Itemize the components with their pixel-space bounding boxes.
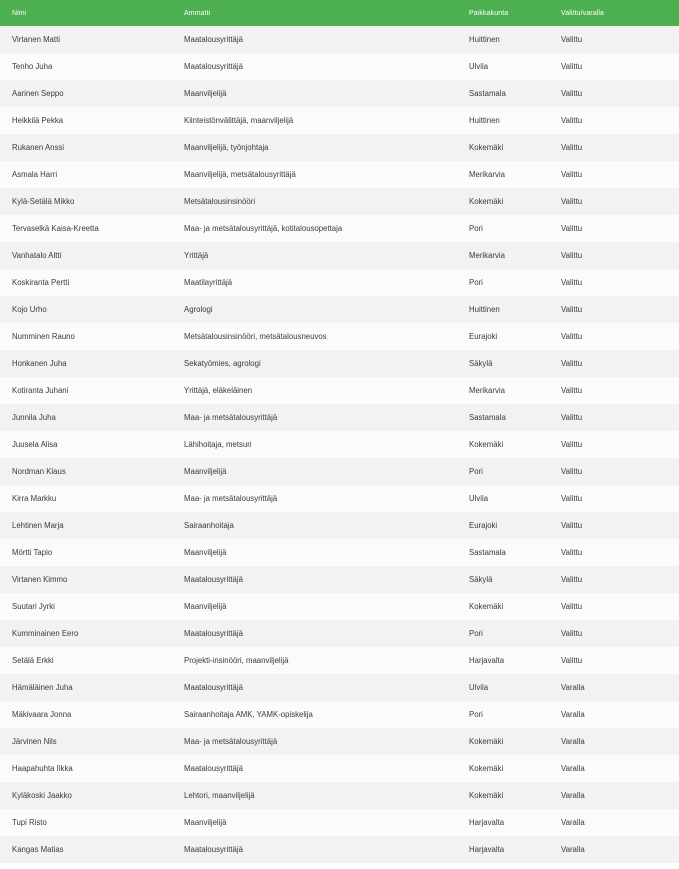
- table-row: [0, 188, 679, 215]
- cell-name: Haapahuhta Ilkka: [0, 755, 172, 782]
- cell-profession: Maanviljelijä: [172, 458, 457, 485]
- cell-municipality: Huittinen: [457, 26, 549, 53]
- cell-name: Aarinen Seppo: [0, 80, 172, 107]
- cell-municipality: Pori: [457, 269, 549, 296]
- cell-municipality: Kokemäki: [457, 782, 549, 809]
- cell-status: Varalla: [549, 836, 679, 863]
- table-row: [0, 404, 679, 431]
- cell-profession: Lähihoitaja, metsuri: [172, 431, 457, 458]
- cell-status: Valittu: [549, 512, 679, 539]
- cell-municipality: Säkylä: [457, 350, 549, 377]
- cell-status: Valittu: [549, 242, 679, 269]
- cell-profession: Yrittäjä: [172, 242, 457, 269]
- cell-name: Tervaselkä Kaisa-Kreetta: [0, 215, 172, 242]
- cell-profession: Kiinteistönvälittäjä, maanviljelijä: [172, 107, 457, 134]
- cell-profession: Maa- ja metsätalousyrittäjä, kotitalousopettaja: [172, 215, 457, 242]
- column-header-municipality[interactable]: Paikkakunta: [457, 0, 549, 26]
- cell-name: Hämäläinen Juha: [0, 674, 172, 701]
- cell-profession: Metsätalousinsinööri, metsätalousneuvos: [172, 323, 457, 350]
- table-row: [0, 728, 679, 755]
- cell-name: Suutari Jyrki: [0, 593, 172, 620]
- cell-municipality: Merikarvia: [457, 242, 549, 269]
- table-row: [0, 566, 679, 593]
- cell-municipality: Kokemäki: [457, 188, 549, 215]
- table-row: [0, 701, 679, 728]
- cell-status: Valittu: [549, 80, 679, 107]
- table-row: [0, 161, 679, 188]
- table-row: [0, 377, 679, 404]
- cell-status: Valittu: [549, 593, 679, 620]
- cell-municipality: Ulvila: [457, 674, 549, 701]
- cell-name: Nordman Klaus: [0, 458, 172, 485]
- cell-status: Valittu: [549, 539, 679, 566]
- table-row: [0, 593, 679, 620]
- cell-municipality: Pori: [457, 215, 549, 242]
- cell-municipality: Sastamala: [457, 539, 549, 566]
- cell-status: Varalla: [549, 674, 679, 701]
- cell-municipality: Huittinen: [457, 296, 549, 323]
- cell-municipality: Harjavalta: [457, 647, 549, 674]
- cell-municipality: Säkylä: [457, 566, 549, 593]
- cell-profession: Maatalousyrittäjä: [172, 755, 457, 782]
- cell-name: Junnila Juha: [0, 404, 172, 431]
- cell-status: Valittu: [549, 620, 679, 647]
- cell-name: Kirra Markku: [0, 485, 172, 512]
- table-row: [0, 809, 679, 836]
- cell-name: Lehtinen Marja: [0, 512, 172, 539]
- table-row: [0, 674, 679, 701]
- cell-profession: Maatalousyrittäjä: [172, 674, 457, 701]
- cell-status: Valittu: [549, 485, 679, 512]
- cell-name: Mörtti Tapio: [0, 539, 172, 566]
- cell-status: Valittu: [549, 566, 679, 593]
- table-row: [0, 512, 679, 539]
- table-row: [0, 620, 679, 647]
- cell-municipality: Merikarvia: [457, 161, 549, 188]
- cell-status: Valittu: [549, 404, 679, 431]
- table-row: [0, 782, 679, 809]
- cell-status: Varalla: [549, 809, 679, 836]
- cell-name: Virtanen Matti: [0, 26, 172, 53]
- table-row: [0, 458, 679, 485]
- cell-profession: Maanviljelijä: [172, 593, 457, 620]
- table-row: [0, 350, 679, 377]
- cell-municipality: Kokemäki: [457, 134, 549, 161]
- column-header-profession[interactable]: Ammatti: [172, 0, 457, 26]
- cell-municipality: Pori: [457, 458, 549, 485]
- cell-name: Setälä Erkki: [0, 647, 172, 674]
- table-row: [0, 242, 679, 269]
- cell-profession: Maa- ja metsätalousyrittäjä: [172, 728, 457, 755]
- cell-status: Valittu: [549, 296, 679, 323]
- table-row: [0, 269, 679, 296]
- cell-profession: Maatalousyrittäjä: [172, 836, 457, 863]
- table-row: [0, 323, 679, 350]
- cell-name: Asmala Harri: [0, 161, 172, 188]
- cell-name: Vanhatalo Altti: [0, 242, 172, 269]
- cell-name: Numminen Rauno: [0, 323, 172, 350]
- table-header: [0, 0, 679, 26]
- cell-profession: Maatalousyrittäjä: [172, 53, 457, 80]
- cell-profession: Maanviljelijä: [172, 539, 457, 566]
- table-row: [0, 431, 679, 458]
- cell-profession: Maatalousyrittäjä: [172, 26, 457, 53]
- table-row: [0, 53, 679, 80]
- cell-status: Valittu: [549, 350, 679, 377]
- table-row: [0, 80, 679, 107]
- cell-municipality: Harjavalta: [457, 836, 549, 863]
- cell-profession: Agrologi: [172, 296, 457, 323]
- cell-profession: Maatalousyrittäjä: [172, 620, 457, 647]
- cell-status: Valittu: [549, 269, 679, 296]
- cell-name: Tupi Risto: [0, 809, 172, 836]
- table-row: [0, 836, 679, 863]
- cell-status: Valittu: [549, 458, 679, 485]
- column-header-status[interactable]: Valittu/varalla: [549, 0, 679, 26]
- cell-name: Juusela Alisa: [0, 431, 172, 458]
- table-row: [0, 107, 679, 134]
- cell-municipality: Eurajoki: [457, 323, 549, 350]
- cell-name: Rukanen Anssi: [0, 134, 172, 161]
- cell-name: Heikkilä Pekka: [0, 107, 172, 134]
- cell-profession: Sekatyömies, agrologi: [172, 350, 457, 377]
- cell-municipality: Huittinen: [457, 107, 549, 134]
- cell-name: Kylä-Setälä Mikko: [0, 188, 172, 215]
- cell-profession: Yrittäjä, eläkeläinen: [172, 377, 457, 404]
- cell-profession: Maa- ja metsätalousyrittäjä: [172, 485, 457, 512]
- cell-name: Tenho Juha: [0, 53, 172, 80]
- cell-profession: Maanviljelijä: [172, 809, 457, 836]
- cell-profession: Maatilayrittäjä: [172, 269, 457, 296]
- cell-profession: Lehtori, maanviljelijä: [172, 782, 457, 809]
- cell-name: Honkanen Juha: [0, 350, 172, 377]
- cell-status: Varalla: [549, 755, 679, 782]
- cell-status: Varalla: [549, 782, 679, 809]
- table-row: [0, 647, 679, 674]
- cell-profession: Maanviljelijä, metsätalousyrittäjä: [172, 161, 457, 188]
- cell-profession: Metsätalousinsinööri: [172, 188, 457, 215]
- cell-municipality: Kokemäki: [457, 593, 549, 620]
- cell-municipality: Merikarvia: [457, 377, 549, 404]
- cell-status: Valittu: [549, 215, 679, 242]
- cell-name: Kojo Urho: [0, 296, 172, 323]
- cell-name: Kumminainen Eero: [0, 620, 172, 647]
- cell-profession: Maa- ja metsätalousyrittäjä: [172, 404, 457, 431]
- table-row: [0, 539, 679, 566]
- cell-status: Valittu: [549, 647, 679, 674]
- cell-status: Valittu: [549, 161, 679, 188]
- cell-municipality: Pori: [457, 701, 549, 728]
- table-header-row: [0, 0, 679, 26]
- cell-profession: Sairaanhoitaja: [172, 512, 457, 539]
- cell-municipality: Eurajoki: [457, 512, 549, 539]
- cell-profession: Maatalousyrittäjä: [172, 566, 457, 593]
- table-row: [0, 26, 679, 53]
- cell-municipality: Kokemäki: [457, 755, 549, 782]
- cell-municipality: Ulvila: [457, 53, 549, 80]
- table-row: [0, 485, 679, 512]
- cell-status: Varalla: [549, 728, 679, 755]
- table-row: [0, 134, 679, 161]
- cell-status: Varalla: [549, 701, 679, 728]
- cell-profession: Maanviljelijä: [172, 80, 457, 107]
- cell-municipality: Pori: [457, 620, 549, 647]
- cell-name: Koskiranta Pertti: [0, 269, 172, 296]
- table-row: [0, 215, 679, 242]
- cell-name: Kangas Matias: [0, 836, 172, 863]
- cell-status: Valittu: [549, 107, 679, 134]
- cell-status: Valittu: [549, 431, 679, 458]
- cell-profession: Projekti-insinööri, maanviljelijä: [172, 647, 457, 674]
- cell-status: Valittu: [549, 134, 679, 161]
- cell-profession: Sairaanhoitaja AMK, YAMK-opiskelija: [172, 701, 457, 728]
- table-row: [0, 296, 679, 323]
- cell-name: Virtanen Kimmo: [0, 566, 172, 593]
- cell-name: Järvinen Nils: [0, 728, 172, 755]
- cell-status: Valittu: [549, 26, 679, 53]
- cell-status: Valittu: [549, 53, 679, 80]
- cell-municipality: Ulvila: [457, 485, 549, 512]
- cell-municipality: Kokemäki: [457, 431, 549, 458]
- cell-status: Valittu: [549, 323, 679, 350]
- cell-municipality: Sastamala: [457, 404, 549, 431]
- cell-status: Valittu: [549, 188, 679, 215]
- cell-municipality: Kokemäki: [457, 728, 549, 755]
- cell-name: Mäkivaara Jonna: [0, 701, 172, 728]
- column-header-name[interactable]: Nimi: [0, 0, 172, 26]
- cell-profession: Maanviljelijä, työnjohtaja: [172, 134, 457, 161]
- table-row: [0, 755, 679, 782]
- cell-name: Kotiranta Juhani: [0, 377, 172, 404]
- cell-status: Valittu: [549, 377, 679, 404]
- cell-municipality: Sastamala: [457, 80, 549, 107]
- cell-name: Kyläkoski Jaakko: [0, 782, 172, 809]
- cell-municipality: Harjavalta: [457, 809, 549, 836]
- table-body: [0, 26, 679, 863]
